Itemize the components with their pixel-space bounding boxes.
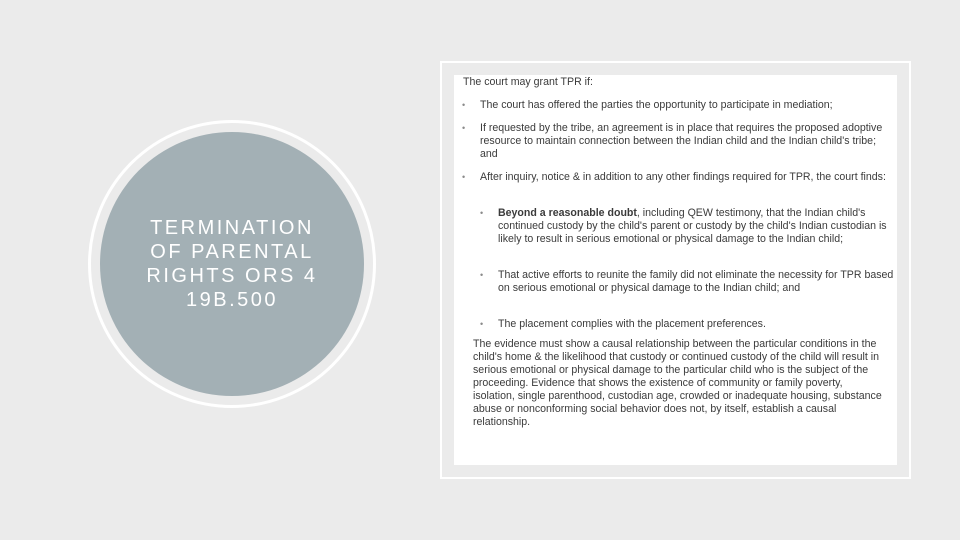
title-circle [100, 132, 364, 396]
condition-text: After inquiry, notice & in addition to any other findings required for TPR, the court finds: [480, 171, 886, 183]
finding-text [498, 269, 894, 295]
finding-text [498, 318, 894, 331]
slide-title: TERMINATION OF PARENTAL RIGHTS ORS 419B.500 [146, 217, 318, 311]
bullet-icon: • [462, 172, 466, 182]
finding-body: That active efforts to reunite the family did not eliminate the necessity for TPR based on serious emotional or physical damage to the Indian child; and [498, 269, 894, 294]
finding-body: , including QEW testimony, that the Indian child's continued custody by the child's parent or custody by the child's Indian custodian is likely to result in serious emotional or physical damage to the Indian child; [498, 207, 887, 245]
closing-paragraph: The evidence must show a causal relationship between the particular conditions in the child's home & the likelihood that custody or continued custody of the child will result in serious emotional or physical damage to the particular child who is the subject of the proceeding. Evidence that shows the existence of community or family poverty, isolation, single parenthood, custodian age, crowded or inadequate housing, substance abuse or nonconforming social behavior does not, by itself, establish a causal relationship. [473, 338, 882, 428]
title-circle-ring [88, 120, 376, 408]
bullet-icon: • [480, 319, 484, 329]
finding-text [498, 207, 894, 246]
bullet-icon: • [480, 208, 484, 218]
bullet-icon: • [462, 123, 466, 133]
finding-body: The placement complies with the placement preferences. [498, 318, 766, 330]
condition-text: The court has offered the parties the opportunity to participate in mediation; [480, 99, 833, 111]
condition-text: If requested by the tribe, an agreement is in place that requires the proposed adoptive resource to maintain connection between the Indian child and the Indian child's tribe; and [480, 122, 883, 160]
bullet-icon: • [462, 100, 466, 110]
intro-text: The court may grant TPR if: [463, 76, 593, 88]
finding-lead: Beyond a reasonable doubt [498, 207, 637, 219]
bullet-icon: • [480, 270, 484, 280]
content-panel [454, 75, 897, 465]
